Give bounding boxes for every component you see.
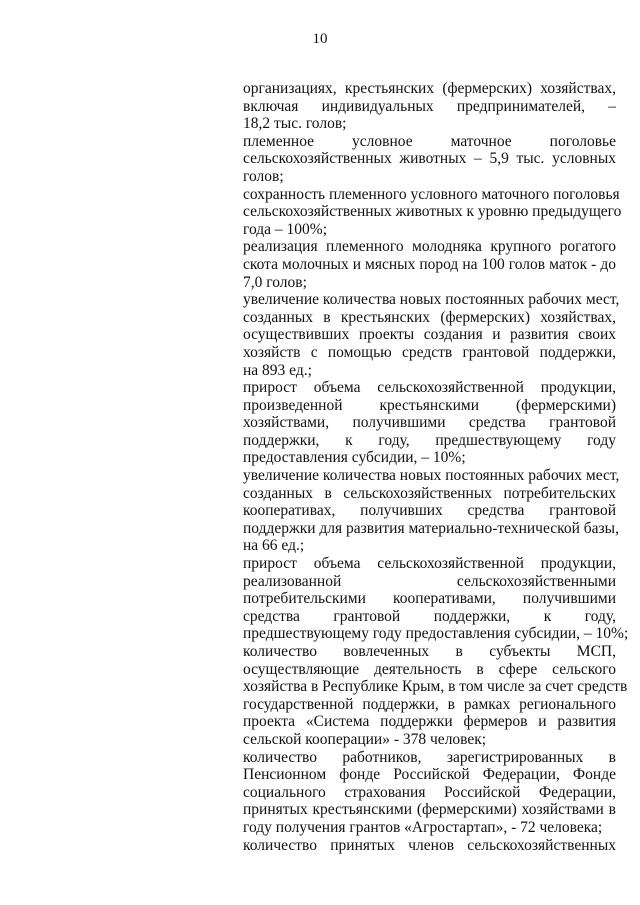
text-line: потребительскими кооперативами, получившими [243,590,616,608]
text-line: созданных в сельскохозяйственных потребительских [243,484,616,502]
document-body [243,80,629,854]
text-line: года – 100%; [243,220,328,238]
text-line: предоставления субсидии, – 10%; [243,449,466,467]
text-line: количество вовлеченных в субъекты МСП, [243,643,616,660]
text-line: реализованной сельскохозяйственными [243,572,616,590]
text-line: сельскохозяйственных животных – 5,9 тыс. условных [243,150,616,168]
text-line: сельскохозяйственных животных к уровню предыдущего [243,203,622,221]
text-line: включая индивидуальных предпринимателей, – [243,97,616,115]
text-line: прирост объема сельскохозяйственной продукции, [243,379,616,397]
list-item [243,379,616,467]
text-line: количество работников, зарегистрированных в [243,748,616,766]
text-line: увеличение количества новых постоянных рабочих мест, [243,467,620,485]
text-line: государственной поддержки, в рамках регионального [243,695,616,713]
text-line: проекта «Система поддержки фермеров и развития [243,713,616,731]
list-item [243,837,616,855]
text-line: хозяйств с помощью средств грантовой поддержки, [243,343,616,361]
list-item [243,238,616,291]
text-line: созданных в крестьянских (фермерских) хозяйствах, [243,308,616,326]
text-line: увеличение количества новых постоянных рабочих мест, [243,291,620,309]
text-line: сохранность племенного условного маточного поголовья [243,185,620,203]
text-line: организациях, крестьянских (фермерских) хозяйствах, [243,80,616,97]
text-line: количество принятых членов сельскохозяйственных [243,836,616,854]
text-line: на 66 ед.; [243,537,305,555]
text-line: социального страхования Российской Федерации, [243,783,616,801]
text-line: 18,2 тыс. голов; [243,115,347,133]
text-line: на 893 ед.; [243,361,312,379]
text-line: поддержки, к году, предшествующему году [243,431,616,449]
text-line: кооперативах, получивших средства грантовой [243,502,616,520]
text-line: реализация племенного молодняка крупного рогатого [243,238,616,256]
list-item [243,291,620,379]
text-line: предшествующему году предоставления субсидии, – 10%; [243,625,629,643]
text-line: 7,0 голов; [243,273,307,291]
text-line: Пенсионном фонде Российской Федерации, Фонде [243,766,616,784]
list-item [243,643,628,749]
list-item [243,467,620,555]
text-line: осуществивших проекты создания и развития своих [243,326,616,344]
text-line: сельской кооперации» - 378 человек; [243,730,487,748]
text-line: голов; [243,167,284,185]
list-item [243,80,616,133]
text-line: скота молочных и мясных пород на 100 голов маток - до [243,255,616,273]
text-line: прирост объема сельскохозяйственной продукции, [243,555,616,573]
list-item [243,749,616,837]
text-line: принятых крестьянскими (фермерскими) хозяйствами в [243,801,616,819]
list-item [243,133,616,186]
text-line: племенное условное маточное поголовье [243,132,616,150]
text-line: осуществляющие деятельность в сфере сельского [243,660,616,678]
list-item [243,185,622,239]
text-line: поддержки для развития материально-технической базы, [243,519,619,537]
page-number: 10 [312,31,328,47]
text-line: году получения грантов «Агростартап», - 72 человека; [243,818,603,836]
text-line: хозяйства в Республике Крым, в том числе за счет средств [243,678,628,696]
list-item [243,555,629,643]
text-line: средства грантовой поддержки, к году, [243,607,616,625]
text-line: произведенной крестьянскими (фермерскими) [243,396,616,414]
text-line: хозяйствами, получившими средства грантовой [243,414,616,432]
